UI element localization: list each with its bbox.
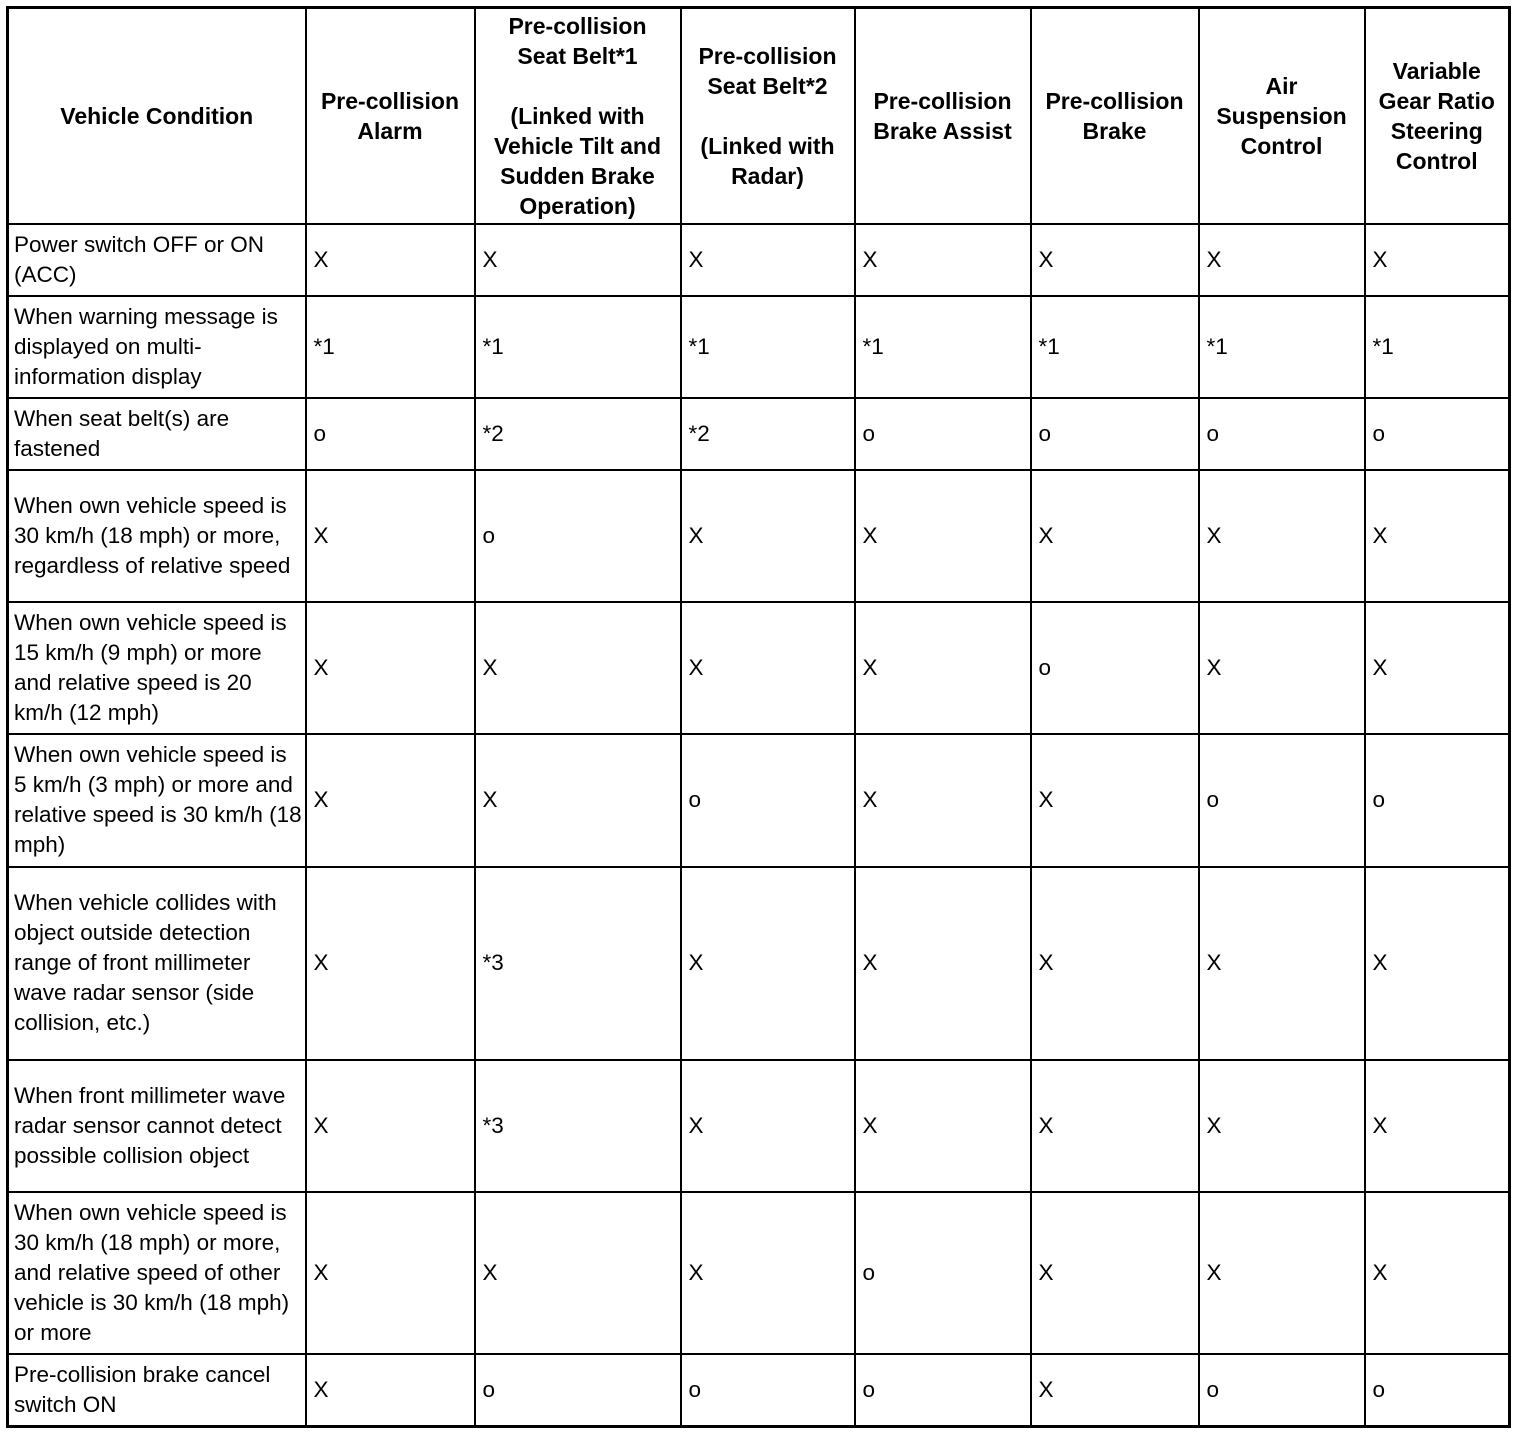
value-cell: o — [855, 398, 1031, 470]
value-cell: X — [1031, 1192, 1199, 1354]
value-cell: X — [306, 1060, 475, 1192]
value-cell: X — [1199, 1192, 1365, 1354]
condition-cell: When own vehicle speed is 30 km/h (18 mph) or more, regardless of relative speed — [8, 470, 306, 602]
value-cell: X — [475, 734, 681, 866]
condition-cell: When front millimeter wave radar sensor cannot detect possible collision object — [8, 1060, 306, 1192]
value-cell: X — [681, 602, 855, 734]
value-cell: X — [1365, 1060, 1510, 1192]
condition-cell: When own vehicle speed is 5 km/h (3 mph) or more and relative speed is 30 km/h (18 mph) — [8, 734, 306, 866]
value-cell: X — [475, 224, 681, 296]
column-header-brake-assist: Pre-collision Brake Assist — [855, 8, 1031, 224]
table-row — [8, 1192, 1510, 1354]
value-cell: *1 — [855, 296, 1031, 398]
table-row — [8, 734, 1510, 866]
column-header-pre-collision-brake: Pre-collision Brake — [1031, 8, 1199, 224]
value-cell: X — [1031, 1060, 1199, 1192]
value-cell: *3 — [475, 867, 681, 1060]
value-cell: X — [306, 867, 475, 1060]
value-cell: X — [681, 1192, 855, 1354]
condition-cell: Power switch OFF or ON (ACC) — [8, 224, 306, 296]
value-cell: X — [681, 867, 855, 1060]
vehicle-condition-table — [6, 6, 1511, 1428]
value-cell: *1 — [1031, 296, 1199, 398]
column-header-air-suspension: Air Suspension Control — [1199, 8, 1365, 224]
condition-cell: When vehicle collides with object outside detection range of front millimeter wave radar sensor (side collision, etc.) — [8, 867, 306, 1060]
value-cell: *1 — [1365, 296, 1510, 398]
column-header-seat-belt-2: Pre-collision Seat Belt*2 (Linked with Radar) — [681, 8, 855, 224]
value-cell: X — [475, 1192, 681, 1354]
value-cell: *1 — [475, 296, 681, 398]
value-cell: X — [681, 1060, 855, 1192]
column-header-vehicle-condition: Vehicle Condition — [8, 8, 306, 224]
value-cell: X — [855, 1060, 1031, 1192]
table-row — [8, 224, 1510, 296]
value-cell: X — [1199, 602, 1365, 734]
value-cell: X — [855, 224, 1031, 296]
table-row — [8, 867, 1510, 1060]
value-cell: X — [1365, 602, 1510, 734]
value-cell: X — [1031, 734, 1199, 866]
table-row — [8, 470, 1510, 602]
value-cell: X — [681, 224, 855, 296]
value-cell: *1 — [681, 296, 855, 398]
value-cell: *2 — [681, 398, 855, 470]
value-cell: o — [1365, 734, 1510, 866]
table-row — [8, 1060, 1510, 1192]
value-cell: o — [1365, 1354, 1510, 1426]
value-cell: X — [855, 470, 1031, 602]
condition-cell: When own vehicle speed is 15 km/h (9 mph) or more and relative speed is 20 km/h (12 mph) — [8, 602, 306, 734]
condition-cell: When own vehicle speed is 30 km/h (18 mph) or more, and relative speed of other vehicle is 30 km/h (18 mph) or more — [8, 1192, 306, 1354]
value-cell: *1 — [1199, 296, 1365, 398]
value-cell: *1 — [306, 296, 475, 398]
value-cell: X — [306, 602, 475, 734]
value-cell: X — [1365, 867, 1510, 1060]
value-cell: X — [306, 470, 475, 602]
column-header-pre-collision-alarm: Pre-collision Alarm — [306, 8, 475, 224]
value-cell: X — [1365, 1192, 1510, 1354]
condition-cell: Pre-collision brake cancel switch ON — [8, 1354, 306, 1426]
value-cell: o — [1031, 398, 1199, 470]
value-cell: X — [1031, 1354, 1199, 1426]
value-cell: o — [681, 1354, 855, 1426]
value-cell: X — [855, 602, 1031, 734]
table-row — [8, 296, 1510, 398]
value-cell: X — [1031, 470, 1199, 602]
value-cell: *3 — [475, 1060, 681, 1192]
column-header-seat-belt-1: Pre-collision Seat Belt*1 (Linked with Vehicle Tilt and Sudden Brake Operation) — [475, 8, 681, 224]
value-cell: o — [475, 1354, 681, 1426]
value-cell: o — [1199, 398, 1365, 470]
value-cell: X — [681, 470, 855, 602]
value-cell: X — [306, 224, 475, 296]
table-row — [8, 602, 1510, 734]
value-cell: o — [475, 470, 681, 602]
value-cell: o — [855, 1192, 1031, 1354]
value-cell: *2 — [475, 398, 681, 470]
value-cell: X — [1199, 1060, 1365, 1192]
value-cell: X — [855, 867, 1031, 1060]
value-cell: X — [1365, 470, 1510, 602]
table-row — [8, 1354, 1510, 1426]
value-cell: o — [681, 734, 855, 866]
value-cell: o — [1199, 1354, 1365, 1426]
value-cell: X — [1199, 470, 1365, 602]
value-cell: o — [855, 1354, 1031, 1426]
condition-cell: When seat belt(s) are fastened — [8, 398, 306, 470]
value-cell: X — [306, 1192, 475, 1354]
table-row — [8, 398, 1510, 470]
value-cell: o — [1199, 734, 1365, 866]
value-cell: X — [306, 1354, 475, 1426]
value-cell: o — [1365, 398, 1510, 470]
value-cell: X — [306, 734, 475, 866]
value-cell: X — [1031, 867, 1199, 1060]
condition-cell: When warning message is displayed on multi-information display — [8, 296, 306, 398]
header-row — [8, 8, 1510, 224]
column-header-vgrs: Variable Gear Ratio Steering Control — [1365, 8, 1510, 224]
value-cell: o — [306, 398, 475, 470]
value-cell: X — [475, 602, 681, 734]
value-cell: X — [1199, 224, 1365, 296]
value-cell: X — [855, 734, 1031, 866]
value-cell: X — [1199, 867, 1365, 1060]
value-cell: X — [1365, 224, 1510, 296]
value-cell: o — [1031, 602, 1199, 734]
value-cell: X — [1031, 224, 1199, 296]
